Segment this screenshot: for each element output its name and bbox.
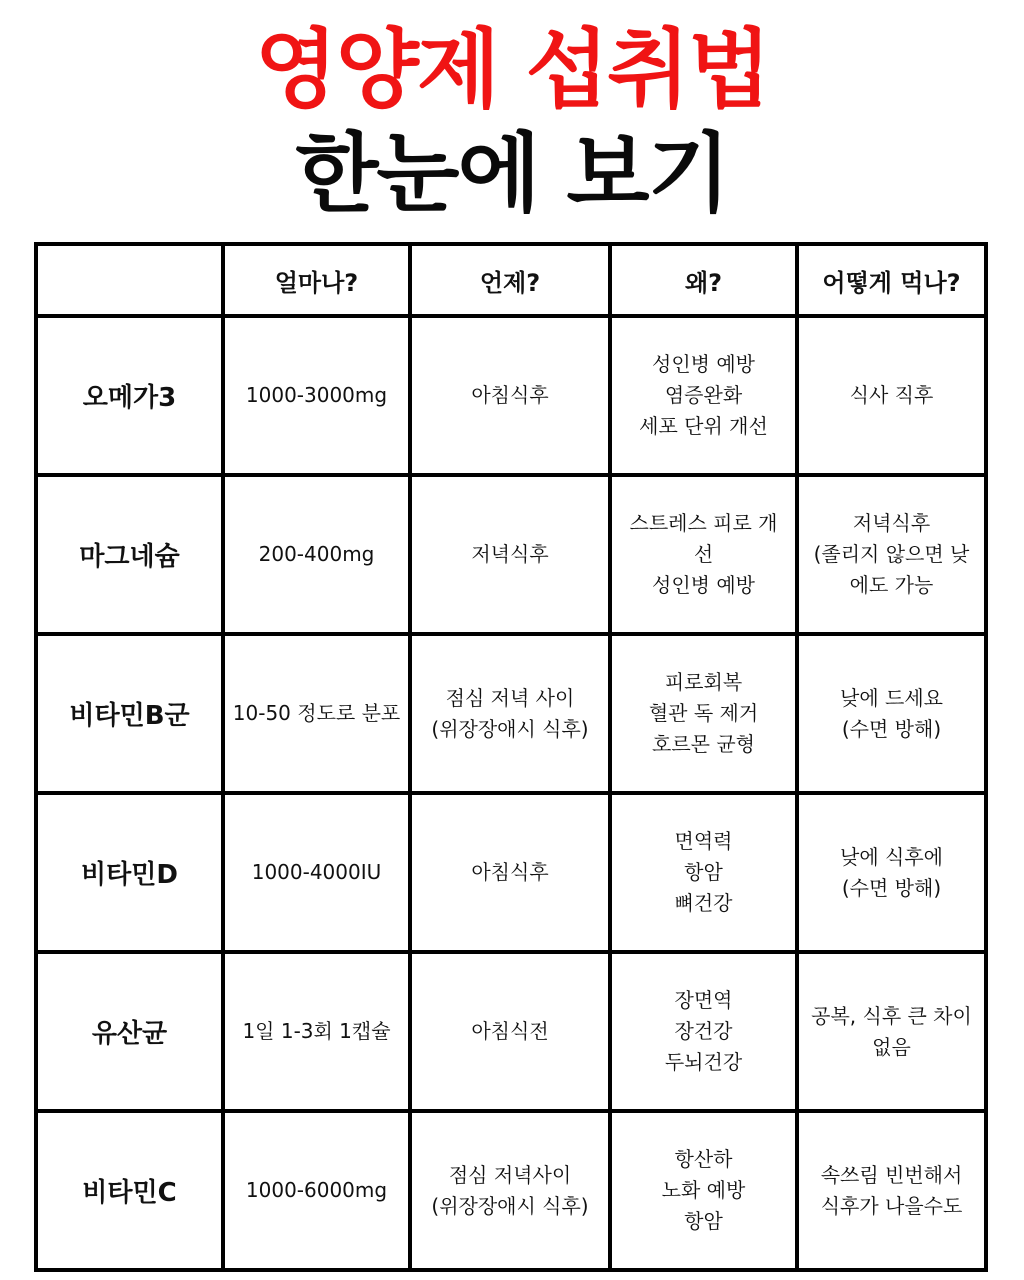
how-cell — [797, 634, 986, 793]
why-cell — [610, 475, 797, 634]
how-cell — [797, 793, 986, 952]
cell-line: 피로회복 — [664, 670, 743, 694]
supplement-name-cell: 오메가3 — [36, 316, 223, 475]
table-row — [36, 316, 986, 475]
cell-line: (졸리지 않으면 낮 — [813, 542, 970, 566]
header-cell-amount: 얼마나? — [223, 244, 410, 316]
amount-cell — [223, 952, 410, 1111]
cell-line: 선 — [693, 542, 714, 566]
amount-cell — [223, 475, 410, 634]
cell-line: 에도 가능 — [849, 573, 934, 597]
cell-line: 항산하 — [674, 1147, 733, 1171]
cell-line: 성인병 예방 — [652, 352, 755, 376]
cell-line: 면역력 — [674, 829, 733, 853]
cell-line: 두뇌건강 — [664, 1050, 743, 1074]
table-row — [36, 793, 986, 952]
supplement-name-cell: 비타민C — [36, 1111, 223, 1270]
cell-line: (수면 방해) — [841, 875, 942, 900]
why-cell — [610, 634, 797, 793]
cell-line: 공복, 식후 큰 차이 — [811, 1003, 972, 1028]
cell-line: 1000-6000mg — [245, 1178, 388, 1202]
cell-line: 낮에 드세요 — [840, 685, 943, 710]
how-cell — [797, 1111, 986, 1270]
amount-cell — [223, 316, 410, 475]
cell-line: 없음 — [872, 1034, 911, 1059]
cell-line: (위장장애시 식후) — [431, 1193, 589, 1218]
cell-line: 세포 단위 개선 — [639, 414, 768, 438]
cell-line: 노화 예방 — [661, 1178, 746, 1202]
when-cell — [410, 952, 610, 1111]
header-cell-empty — [36, 244, 223, 316]
page-title-line1: 영양제 섭취법 — [254, 20, 770, 120]
cell-line: 1000-3000mg — [245, 383, 388, 407]
table-row — [36, 634, 986, 793]
cell-line: 아침식후 — [471, 383, 549, 407]
cell-line: 장면역 — [674, 988, 733, 1012]
supplement-name-cell: 비타민B군 — [36, 634, 223, 793]
page-title-line2: 한눈에 보기 — [295, 124, 729, 224]
cell-line: 식사 직후 — [849, 383, 934, 407]
why-cell — [610, 793, 797, 952]
cell-line: 스트레스 피로 개 — [629, 511, 778, 535]
table-header-row — [36, 244, 986, 316]
when-cell — [410, 1111, 610, 1270]
supplement-name-cell: 비타민D — [36, 793, 223, 952]
cell-line: 장건강 — [674, 1019, 733, 1043]
cell-line: 1000-4000IU — [251, 860, 382, 884]
cell-line: 점심 저녁사이 — [448, 1162, 572, 1187]
amount-cell — [223, 634, 410, 793]
cell-line: 저녁식후 — [852, 511, 931, 535]
cell-line: 항암 — [684, 1209, 723, 1233]
when-cell — [410, 793, 610, 952]
cell-line: 뼈건강 — [674, 891, 733, 915]
header-cell-why: 왜? — [610, 244, 797, 316]
cell-line: (위장장애시 식후) — [431, 716, 589, 741]
cell-line: 저녁식후 — [471, 542, 549, 566]
when-cell — [410, 475, 610, 634]
cell-line: 1일 1-3회 1캡슐 — [242, 1019, 391, 1043]
how-cell — [797, 952, 986, 1111]
supplement-table — [34, 242, 988, 1272]
cell-line: 아침식후 — [471, 860, 549, 884]
cell-line: 식후가 나을수도 — [820, 1193, 963, 1218]
amount-cell — [223, 793, 410, 952]
cell-line: 속쓰림 빈번해서 — [820, 1162, 963, 1187]
cell-line: 성인병 예방 — [652, 573, 755, 597]
amount-cell — [223, 1111, 410, 1270]
supplement-name-cell: 마그네슘 — [36, 475, 223, 634]
cell-line: 혈관 독 제거 — [648, 701, 759, 725]
why-cell — [610, 316, 797, 475]
when-cell — [410, 634, 610, 793]
table-row — [36, 952, 986, 1111]
cell-line: 200-400mg — [258, 542, 375, 566]
how-cell — [797, 316, 986, 475]
why-cell — [610, 1111, 797, 1270]
cell-line: (수면 방해) — [841, 716, 942, 741]
cell-line: 항암 — [684, 860, 723, 884]
how-cell — [797, 475, 986, 634]
header-cell-when: 언제? — [410, 244, 610, 316]
table-row — [36, 475, 986, 634]
cell-line: 호르몬 균형 — [652, 732, 755, 756]
table-row — [36, 1111, 986, 1270]
when-cell — [410, 316, 610, 475]
cell-line: 10-50 정도로 분포 — [232, 701, 401, 725]
cell-line: 점심 저녁 사이 — [445, 685, 575, 710]
cell-line: 낮에 식후에 — [840, 844, 943, 869]
cell-line: 아침식전 — [471, 1019, 549, 1043]
header-cell-how: 어떻게 먹나? — [797, 244, 986, 316]
supplement-name-cell: 유산균 — [36, 952, 223, 1111]
why-cell — [610, 952, 797, 1111]
cell-line: 염증완화 — [664, 383, 743, 407]
